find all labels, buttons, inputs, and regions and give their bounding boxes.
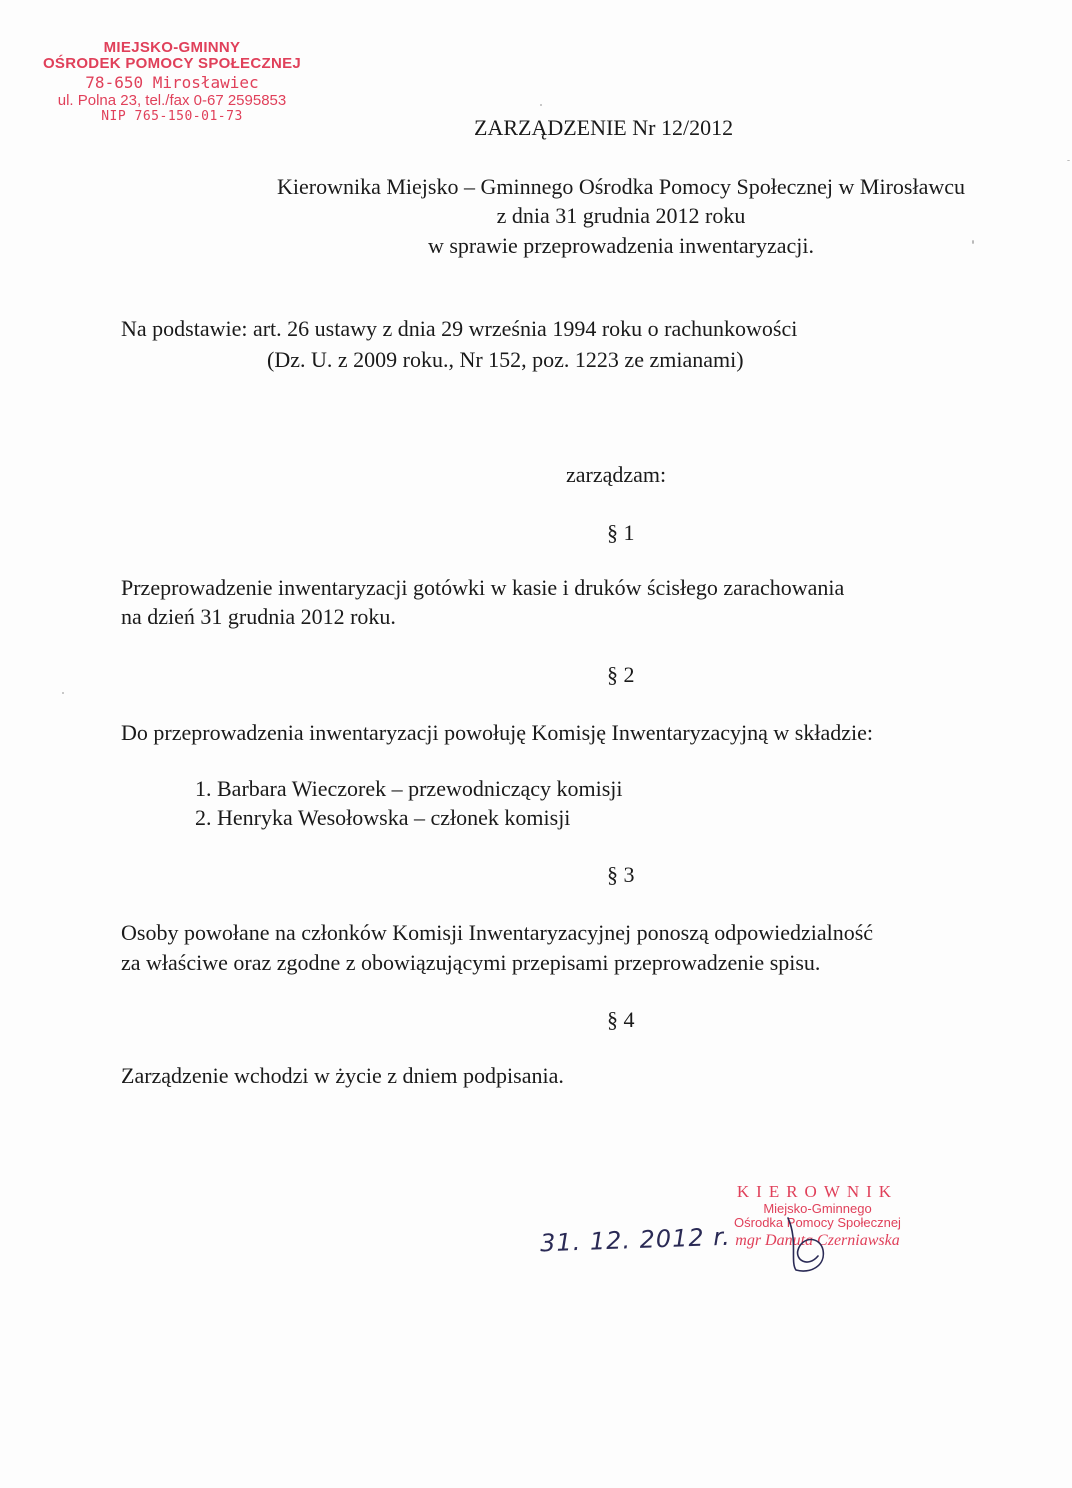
- stamp-line-2: OŚRODEK POMOCY SPOŁECZNEJ: [42, 55, 302, 73]
- section-mark-4: § 4: [607, 1007, 635, 1032]
- subject-line: w sprawie przeprowadzenia inwentaryzacji.: [427, 233, 815, 258]
- order-word: zarządzam:: [566, 462, 667, 487]
- signature-stamp-name: mgr Danuta Czerniawska: [735, 1232, 900, 1250]
- section-mark-1: § 1: [607, 520, 635, 545]
- handwritten-signature: [768, 1210, 838, 1280]
- committee-member-1: 1. Barbara Wieczorek – przewodniczący komisji: [195, 776, 623, 801]
- section-mark-2: § 2: [607, 662, 635, 687]
- signature-stamp-org-1: Miejsko-Gminnego: [763, 1200, 872, 1216]
- institution-stamp: [22, 40, 322, 124]
- section-2-line-1: Do przeprowadzenia inwentaryzacji powołuję Komisję Inwentaryzacyjną w składzie:: [121, 720, 873, 745]
- scan-speck: [972, 240, 974, 244]
- committee-member-2: 2. Henryka Wesołowska – członek komisji: [195, 805, 571, 830]
- date-line: z dnia 31 grudnia 2012 roku: [496, 203, 746, 228]
- issuer-line: Kierownika Miejsko – Gminnego Ośrodka Pomocy Społecznej w Mirosławcu: [277, 174, 965, 199]
- signature-stamp-title: KIEROWNIK: [736, 1182, 899, 1201]
- legal-basis-line-1: Na podstawie: art. 26 ustawy z dnia 29 września 1994 roku o rachunkowości: [121, 316, 798, 341]
- section-1-line-2: na dzień 31 grudnia 2012 roku.: [121, 604, 396, 629]
- section-3-line-2: za właściwe oraz zgodne z obowiązującymi przepisami przeprowadzenie spisu.: [121, 950, 821, 975]
- signature-stamp-org-2: Ośrodka Pomocy Społecznej: [734, 1214, 901, 1230]
- section-4-line-1: Zarządzenie wchodzi w życie z dniem podpisania.: [121, 1063, 564, 1088]
- stamp-line-4: ul. Polna 23, tel./fax 0-67 2595853: [57, 91, 287, 109]
- legal-basis-line-2: (Dz. U. z 2009 roku., Nr 152, poz. 1223 ze zmianami): [267, 347, 744, 372]
- section-1-line-1: Przeprowadzenie inwentaryzacji gotówki w kasie i druków ścisłego zarachowania: [121, 575, 845, 600]
- scan-speck: [62, 692, 64, 694]
- scan-speck: [540, 104, 542, 106]
- stamp-line-3: 78-650 Mirosławiec: [85, 73, 259, 93]
- section-mark-3: § 3: [607, 862, 635, 887]
- document-title: ZARZĄDZENIE Nr 12/2012: [474, 115, 734, 140]
- handwritten-date: 31. 12. 2012 r.: [539, 1222, 732, 1258]
- section-3-line-1: Osoby powołane na członków Komisji Inwentaryzacyjnej ponoszą odpowiedzialność: [121, 920, 874, 945]
- stamp-line-5: NIP 765-150-01-73: [101, 108, 243, 124]
- stamp-line-1: MIEJSKO-GMINNY: [103, 39, 241, 56]
- scan-speck: [1067, 160, 1070, 161]
